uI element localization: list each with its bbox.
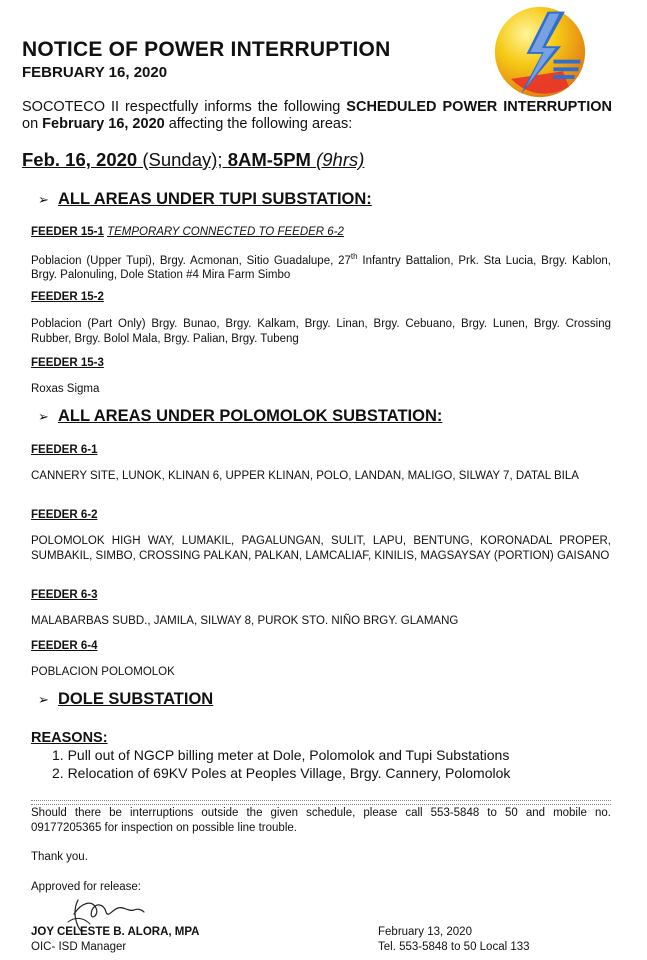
feeder-areas: Poblacion (Upper Tupi), Brgy. Acmonan, Sitio Guadalupe, 27th Infantry Battalion, Prk. Sta Lucia, Brgy. Kablon, Brgy. Palonuling, Dole Station #4 Mira Farm Simbo [31,252,611,282]
page-title: NOTICE OF POWER INTERRUPTION [22,38,391,61]
feeder-label: FEEDER 15-3 [31,357,104,369]
section-dole-heading: ➢ DOLE SUBSTATION [38,690,214,708]
signer-name: JOY CELESTE B. ALORA, MPA [31,926,200,938]
contact-tel: Tel. 553-5848 to 50 Local 133 [378,940,530,953]
page-subtitle: FEBRUARY 16, 2020 [22,64,168,81]
thanks-text: Thank you. [31,851,88,863]
divider [31,800,611,805]
section-polomolok-heading: ➢ ALL AREAS UNDER POLOMOLOK SUBSTATION: [38,407,443,425]
signer-title: OIC- ISD Manager [31,940,127,953]
feeder-label: FEEDER 6-2 [31,509,98,521]
feeder-label: FEEDER 15-2 [31,291,104,303]
reason-item: 1. Pull out of NGCP billing meter at Dole, Polomolok and Tupi Substations [52,747,510,763]
feeder-areas: MALABARBAS SUBD., JAMILA, SILWAY 8, PUROK STO. NIÑO BRGY. GLAMANG [31,615,459,627]
arrow-bullet-icon: ➢ [38,192,49,207]
feeder-areas: Poblacion (Part Only) Brgy. Bunao, Brgy. Kalkam, Brgy. Linan, Brgy. Cebuano, Brgy. Lunen, Brgy. Crossing Rubber, Brgy. Bolol Mala, Brgy. Palian, Brgy. Tubeng [31,318,611,345]
intro-text: SOCOTECO II respectfully informs the following [22,99,347,115]
feeder-areas: CANNERY SITE, LUNOK, KLINAN 6, UPPER KLINAN, POLO, LANDAN, MALIGO, SILWAY 7, DATAL BILA [31,470,579,482]
schedule-time: 8AM-5PM [227,149,311,170]
feeder-label: FEEDER 6-3 [31,589,98,601]
intro-bold-date: February 16, 2020 [42,116,165,132]
footer-note: Should there be interruptions outside the given schedule, please call 553-5848 to 50 and mobile no. 09177205365 for inspection on possible line trouble. [31,807,611,834]
date-block [378,925,530,954]
signer-block [31,925,199,954]
feeder-label: FEEDER 6-1 [31,444,98,456]
feeder-label: FEEDER 15-1 TEMPORARY CONNECTED TO FEEDER 6-2 [31,226,344,238]
feeder-areas: Roxas Sigma [31,383,100,395]
intro-bold-interruption: SCHEDULED POWER INTERRUPTION [346,99,612,115]
arrow-bullet-icon: ➢ [38,409,49,424]
schedule-day: (Sunday); [137,149,228,170]
feeder-areas: POLOMOLOK HIGH WAY, LUMAKIL, PAGALUNGAN, SULIT, LAPU, BENTUNG, KORONADAL PROPER, SUMBAKIL, SIMBO, CROSSING PALKAN, PALKAN, LAMCALIAF, KINILIS, MAGSAYSAY (PORTION) GAISANO [31,535,611,562]
reasons-list [52,746,510,782]
feeder-label: FEEDER 6-4 [31,640,98,652]
arrow-bullet-icon: ➢ [38,692,49,707]
issue-date: February 13, 2020 [378,926,472,938]
intro-paragraph [22,99,612,133]
feeder-areas: POBLACION POLOMOLOK [31,666,175,678]
intro-text: on [22,116,43,132]
schedule-date: Feb. 16, 2020 [22,149,138,170]
approved-label: Approved for release: [31,881,141,893]
intro-text: affecting the following areas: [164,116,353,132]
schedule-line [22,149,364,171]
section-tupi-heading: ➢ ALL AREAS UNDER TUPI SUBSTATION: [38,190,372,208]
socoteco-lightning-logo-icon [492,4,588,100]
reasons-title: REASONS: [31,730,108,746]
schedule-duration: (9hrs) [316,149,365,170]
reason-item: 2. Relocation of 69KV Poles at Peoples Village, Brgy. Cannery, Polomolok [52,765,511,781]
